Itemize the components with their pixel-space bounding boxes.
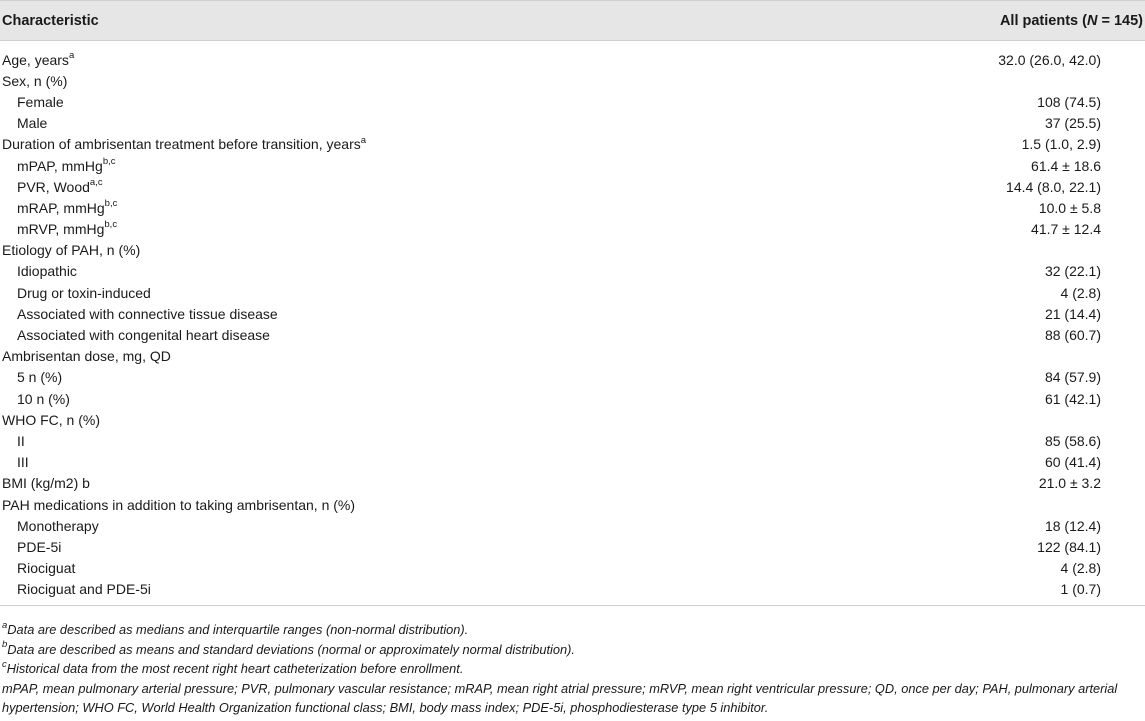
table-row <box>0 346 1145 367</box>
row-label-text: Associated with congenital heart disease <box>17 327 270 344</box>
row-label <box>0 113 800 134</box>
footnote-c-mark: c <box>2 658 7 670</box>
row-label <box>0 579 800 606</box>
table-row <box>0 70 1145 91</box>
table-row <box>0 197 1145 218</box>
table-row <box>0 473 1145 494</box>
row-value: 61.4 ± 18.6 <box>1031 157 1101 174</box>
row-label-text: PAH medications in addition to taking ambrisentan, n (%) <box>2 496 356 513</box>
table-row <box>0 409 1145 430</box>
row-label-superscript: a <box>360 134 367 146</box>
row-value: 21 (14.4) <box>1044 305 1101 322</box>
row-value <box>800 346 1145 367</box>
table-row <box>0 515 1145 536</box>
footnote-a-mark: a <box>2 619 8 631</box>
row-label-text: Duration of ambrisentan treatment before transition, years <box>2 136 361 153</box>
row-value <box>800 494 1145 515</box>
footnote-a <box>2 620 1142 640</box>
row-label <box>0 261 800 282</box>
table-row <box>0 388 1145 409</box>
row-label-text: 5 n (%) <box>17 369 63 386</box>
row-label <box>0 346 800 367</box>
row-value: 84 (57.9) <box>1044 369 1101 386</box>
footnote-b-text: Data are described as means and standard deviations (normal or approximately normal distribution). <box>7 641 575 657</box>
row-value <box>800 70 1145 91</box>
row-label <box>0 324 800 345</box>
row-label-text: mPAP, mmHg <box>17 157 103 174</box>
row-label-text: mRVP, mmHg <box>17 221 105 238</box>
row-label-superscript: b,c <box>104 198 118 210</box>
row-label-text: WHO FC, n (%) <box>2 411 100 428</box>
row-label <box>0 70 800 91</box>
row-label <box>0 282 800 303</box>
row-label <box>0 558 800 579</box>
table-row <box>0 41 1145 71</box>
row-label <box>0 219 800 240</box>
row-value: 1.5 (1.0, 2.9) <box>1021 136 1101 153</box>
row-label-text: PDE-5i <box>17 538 62 555</box>
table-body <box>0 41 1145 606</box>
row-label <box>0 473 800 494</box>
table-row <box>0 240 1145 261</box>
row-label-text: Drug or toxin-induced <box>17 284 151 301</box>
row-label <box>0 430 800 451</box>
row-value: 61 (42.1) <box>1044 390 1101 407</box>
row-label-text: Female <box>17 93 64 110</box>
footnote-abbreviations: mPAP, mean pulmonary arterial pressure; PVR, pulmonary vascular resistance; mRAP, mean right atrial pressure; mRVP, mean right ventricular pressure; QD, once per day; PAH, pulmonary arterial hypertension; WHO FC, World Health Organization functional class; BMI, body mass index; PDE-5i, phosphodiesterase type 5 inhibitor. <box>2 680 1118 715</box>
row-label <box>0 303 800 324</box>
row-label-text: Ambrisentan dose, mg, QD <box>2 348 171 365</box>
table-row <box>0 261 1145 282</box>
table-row <box>0 558 1145 579</box>
row-label-text: Male <box>17 115 48 132</box>
footnote-c-text: Historical data from the most recent right heart catheterization before enrollment. <box>6 661 464 676</box>
row-label-superscript: b,c <box>102 155 116 167</box>
table-row <box>0 155 1145 176</box>
row-label-text: Associated with connective tissue disease <box>17 305 278 322</box>
row-label-superscript: b,c <box>104 219 118 231</box>
row-label <box>0 197 800 218</box>
row-label <box>0 494 800 515</box>
row-label-text: III <box>17 454 29 471</box>
row-value: 122 (84.1) <box>1037 538 1101 555</box>
table-row <box>0 303 1145 324</box>
table-row <box>0 176 1145 197</box>
row-label <box>0 515 800 536</box>
row-value: 85 (58.6) <box>1044 432 1101 449</box>
row-value <box>800 409 1145 430</box>
row-value: 32 (22.1) <box>1044 263 1101 280</box>
row-label <box>0 452 800 473</box>
row-label <box>0 176 800 197</box>
table-row <box>0 536 1145 557</box>
table-row <box>0 430 1145 451</box>
table-row <box>0 134 1145 155</box>
footnote-b-mark: b <box>2 639 8 651</box>
table-row <box>0 219 1145 240</box>
table-header-row <box>0 1 1145 41</box>
row-label-text: PVR, Wood <box>17 178 90 195</box>
header-all-patients-prefix: All patients ( <box>999 12 1087 29</box>
row-value: 41.7 ± 12.4 <box>1031 221 1101 238</box>
row-label-text: Riociguat <box>17 560 76 577</box>
row-label-superscript: a,c <box>89 177 103 189</box>
footnote-b <box>2 640 1142 660</box>
footnote-a-text: Data are described as medians and interquartile ranges (non-normal distribution). <box>7 622 469 637</box>
row-label-text: 10 n (%) <box>17 390 70 407</box>
row-label-text: II <box>17 432 25 449</box>
row-value <box>800 240 1145 261</box>
row-value: 1 (0.7) <box>800 579 1145 606</box>
row-label <box>0 41 800 71</box>
row-value: 108 (74.5) <box>1037 93 1101 110</box>
row-label <box>0 536 800 557</box>
row-value: 37 (25.5) <box>1044 115 1101 132</box>
row-label-superscript: a <box>68 49 75 61</box>
row-value: 10.0 ± 5.8 <box>1038 199 1101 216</box>
row-label-text: Riociguat and PDE-5i <box>17 581 151 598</box>
row-value: 88 (60.7) <box>1044 327 1101 344</box>
row-value: 14.4 (8.0, 22.1) <box>1006 178 1101 195</box>
table-row <box>0 282 1145 303</box>
row-label <box>0 367 800 388</box>
table-footnotes <box>2 620 1142 718</box>
row-label-text: BMI (kg/m2) b <box>2 475 90 492</box>
header-all-patients-suffix: = 145) <box>1097 12 1143 29</box>
row-label <box>0 134 800 155</box>
row-label-text: Etiology of PAH, n (%) <box>2 242 141 259</box>
header-characteristic: Characteristic <box>0 1 800 41</box>
row-value: 21.0 ± 3.2 <box>1038 475 1101 492</box>
table-row <box>0 91 1145 112</box>
table-row <box>0 324 1145 345</box>
table-row <box>0 367 1145 388</box>
row-value: 18 (12.4) <box>1044 517 1101 534</box>
row-value: 32.0 (26.0, 42.0) <box>998 51 1101 68</box>
table-row <box>0 113 1145 134</box>
row-value: 60 (41.4) <box>1044 454 1101 471</box>
row-label <box>0 409 800 430</box>
row-value: 4 (2.8) <box>1060 284 1101 301</box>
row-label-text: Monotherapy <box>17 517 99 534</box>
row-label <box>0 388 800 409</box>
header-n-symbol: N <box>1086 12 1098 29</box>
row-label-text: Age, years <box>2 51 69 68</box>
row-label <box>0 91 800 112</box>
table-row <box>0 452 1145 473</box>
row-label-text: Sex, n (%) <box>2 72 68 89</box>
footnote-c <box>2 659 1142 679</box>
row-label <box>0 240 800 261</box>
row-label <box>0 155 800 176</box>
row-value: 4 (2.8) <box>1060 560 1101 577</box>
row-label-text: mRAP, mmHg <box>17 199 105 216</box>
header-all-patients <box>800 1 1145 41</box>
table-row <box>0 494 1145 515</box>
table-row <box>0 579 1145 606</box>
row-label-text: Idiopathic <box>17 263 77 280</box>
